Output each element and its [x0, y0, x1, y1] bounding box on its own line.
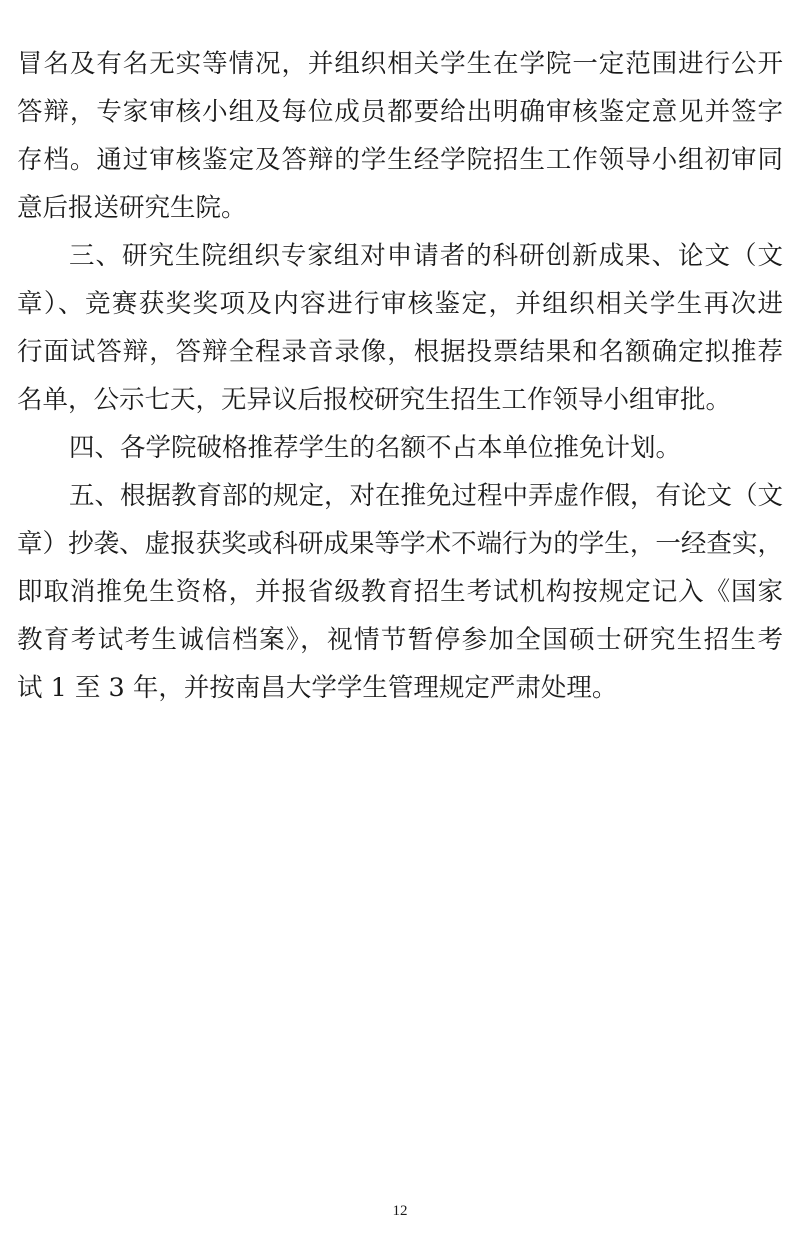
text-line: 冒名及有名无实等情况，并组织相关学生在学院一定范围进行公开 [17, 49, 783, 79]
text-line: 教育考试考生诚信档案》，视情节暂停参加全国硕士研究生招生考 [17, 625, 783, 655]
text-line: 答辩，专家审核小组及每位成员都要给出明确审核鉴定意见并签字 [17, 97, 783, 127]
text-line: 存档。通过审核鉴定及答辩的学生经学院招生工作领导小组初审同 [17, 145, 783, 175]
text-line: 即取消推免生资格，并报省级教育招生考试机构按规定记入《国家 [17, 577, 783, 607]
text-line: 试 1 至 3 年，并按南昌大学学生管理规定严肃处理。 [17, 673, 618, 703]
text-line: 名单，公示七天，无异议后报校研究生招生工作领导小组审批。 [17, 385, 732, 415]
text-line: 三、研究生院组织专家组对申请者的科研创新成果、论文（文 [69, 241, 783, 271]
page-number: 12 [392, 1203, 408, 1219]
text-line: 行面试答辩，答辩全程录音录像，根据投票结果和名额确定拟推荐 [17, 337, 783, 367]
text-line: 章）抄袭、虚报获奖或科研成果等学术不端行为的学生，一经查实， [17, 529, 783, 559]
text-line: 章）、竞赛获奖奖项及内容进行审核鉴定，并组织相关学生再次进 [17, 289, 783, 319]
text-line: 四、各学院破格推荐学生的名额不占本单位推免计划。 [69, 433, 682, 463]
text-line: 意后报送研究生院。 [17, 193, 247, 223]
text-line: 五、根据教育部的规定，对在推免过程中弄虚作假，有论文（文 [69, 481, 784, 511]
